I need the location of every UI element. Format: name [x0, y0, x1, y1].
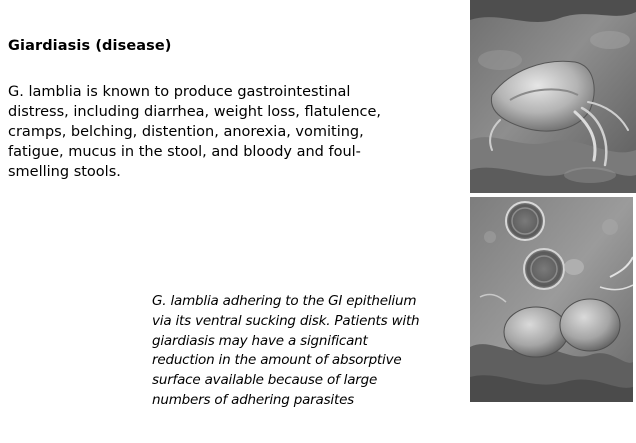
- micrograph-adhering-parasites-image: [470, 197, 633, 402]
- caption: G. lamblia adhering to the GI epithelium via its ventral sucking disk. Patients with giardiasis may have a significant reduction in the amount of absorptive surface available because of large numbers of adhering parasites: [152, 293, 420, 408]
- intro-paragraph: G. lamblia is known to produce gastrointestinal distress, including diarrhea, weight loss, flatulence, cramps, belching, distention, anorexia, vomiting, fatigue, mucus in the stool, and bloody and foul-smelling stools.: [8, 84, 382, 180]
- micrograph-trophozoite-image: [470, 0, 636, 193]
- heading: Giardiasis (disease): [8, 38, 172, 54]
